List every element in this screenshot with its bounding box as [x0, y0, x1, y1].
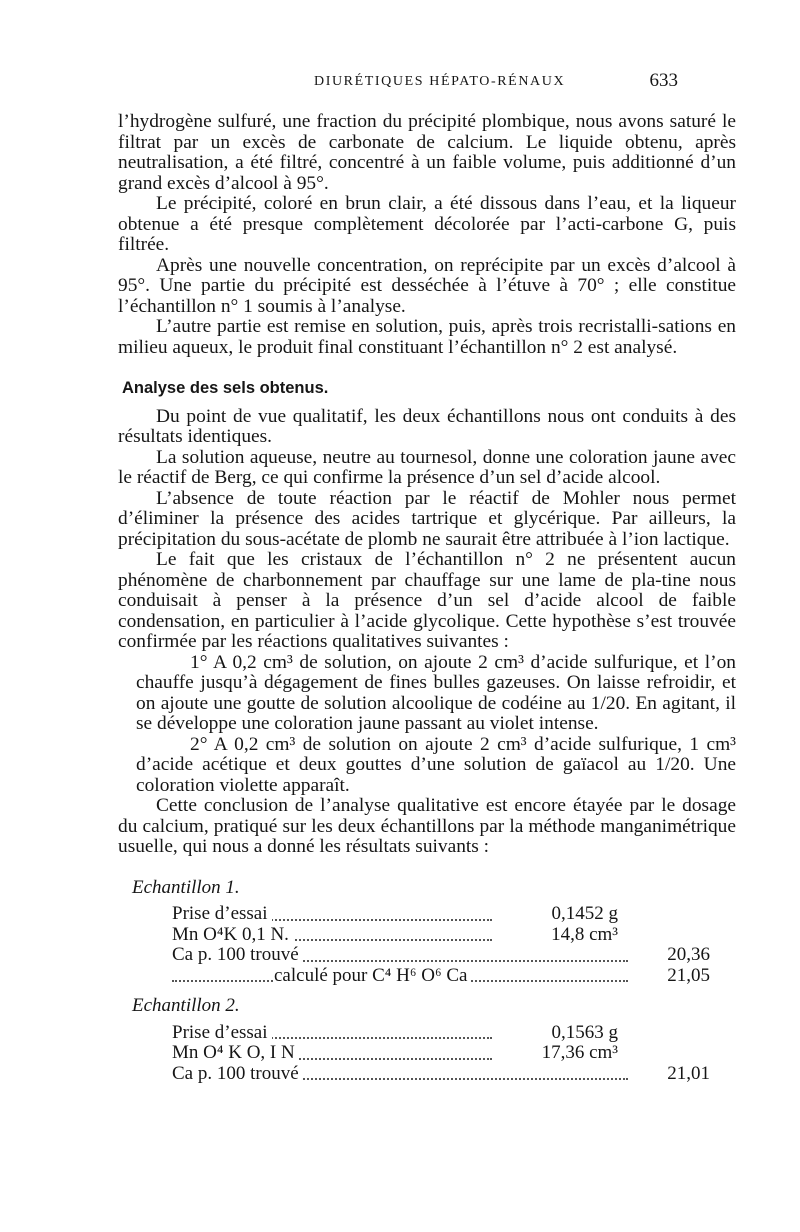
table-row — [172, 1064, 710, 1085]
reaction-item: 1° A 0,2 cm³ de solution, on ajoute 2 cm³ d’acide sulfurique, et l’on chauffe jusqu’à dégagement de fines bulles gazeuses. On laisse refroidir, et on ajoute une goutte de solution alcoolique de codéine au 1/20. En agitant, il se développe une coloration jaune passant au violet intense. — [136, 651, 736, 734]
table-row — [172, 966, 710, 987]
table-row — [172, 925, 710, 946]
running-title: DIURÉTIQUES HÉPATO-RÉNAUX — [314, 74, 566, 89]
paragraph: Du point de vue qualitatif, les deux échantillons nous ont conduits à des résultats identiques. — [118, 405, 736, 447]
table-row — [172, 1023, 710, 1044]
row-result: 21,01 — [667, 1062, 710, 1084]
paragraph: L’absence de toute réaction par le réactif de Mohler nous permet d’éliminer la présence des acides tartrique et glycérique. Par ailleurs, la précipitation du sous-acétate de plomb ne saurait être attribuée à l’ion lactique. — [118, 487, 736, 550]
reaction-item: 2° A 0,2 cm³ de solution on ajoute 2 cm³ d’acide sulfurique, 1 cm³ d’acide acétique et deux gouttes d’une solution de gaïacol au 1/20. Une coloration violette apparaît. — [136, 733, 736, 796]
row-result — [628, 1023, 710, 1044]
sample-title: Echantillon 1. — [132, 876, 240, 898]
row-label: Mn O⁴K 0,1 N. — [172, 925, 293, 945]
paragraph: Cette conclusion de l’analyse qualitative est encore étayée par le dosage du calcium, pratiqué sur les deux échantillons par la méthode manganimétrique usuelle, qui nous a donné les résultats suivants : — [118, 795, 736, 857]
row-result: 20,36 — [667, 944, 710, 965]
paragraph: La solution aqueuse, neutre au tournesol, donne une coloration jaune avec le réactif de Berg, ce qui confirme la présence d’un sel d’acide alcool. — [118, 446, 736, 488]
section-title: Analyse des sels obtenus. — [122, 379, 329, 397]
row-result — [628, 904, 710, 925]
row-result — [628, 1043, 710, 1064]
paragraph: Après une nouvelle concentration, on reprécipite par un excès d’alcool à 95°. Une partie du précipité est desséchée à l’étuve à 70° ; elle constitue l’échantillon n° 1 soumis à l’analyse. — [118, 254, 736, 317]
row-result: 21,05 — [667, 964, 710, 986]
table-row — [172, 945, 710, 966]
page-body — [118, 112, 736, 1084]
row-value: 17,36 cm³ — [541, 1042, 618, 1063]
page-number: 633 — [649, 70, 678, 91]
row-label: Ca p. 100 trouvé — [172, 1064, 303, 1084]
row-value: 14,8 cm³ — [551, 923, 618, 945]
paragraph: Le fait que les cristaux de l’échantillon n° 2 ne présentent aucun phénomène de charbonnement par chauffage sur une lame de pla-tine nous conduisait à penser à la présence d’un sel d’acide alcool de faible condensation, en particulier à l’acide glycolique. Cette hypothèse s’est trouvée confirmée par les réactions qualitatives suivantes : — [118, 549, 736, 652]
row-label: Prise d’essai — [172, 1023, 272, 1043]
sample-title: Echantillon 2. — [132, 995, 240, 1016]
page-header — [118, 70, 678, 96]
row-label: Prise d’essai — [172, 904, 272, 924]
table-row — [172, 1043, 710, 1064]
paragraph: Le précipité, coloré en brun clair, a été dissous dans l’eau, et la liqueur obtenue a été presque complètement décolorée par l’acti-carbone G, puis filtrée. — [118, 193, 736, 255]
results-table — [172, 1023, 710, 1085]
paragraph: L’autre partie est remise en solution, puis, après trois recristalli-sations en milieu aqueux, le produit final constituant l’échantillon n° 2 est analysé. — [118, 316, 736, 358]
paragraph: l’hydrogène sulfuré, une fraction du précipité plombique, nous avons saturé le filtrat par un excès de carbonate de calcium. Le liquide obtenu, après neutralisation, a été filtré, concentré à un faible volume, puis additionné d’un grand excès d’alcool à 95°. — [118, 111, 736, 194]
row-label: Mn O⁴ K O, I N — [172, 1043, 299, 1063]
row-value: 0,1452 g — [551, 903, 618, 924]
row-result — [628, 925, 710, 946]
results-table — [172, 904, 710, 986]
row-value: 0,1563 g — [551, 1021, 618, 1043]
table-row — [172, 904, 710, 925]
row-label: calculé pour C⁴ H⁶ O⁶ Ca — [274, 966, 471, 986]
row-label: Ca p. 100 trouvé — [172, 945, 303, 965]
